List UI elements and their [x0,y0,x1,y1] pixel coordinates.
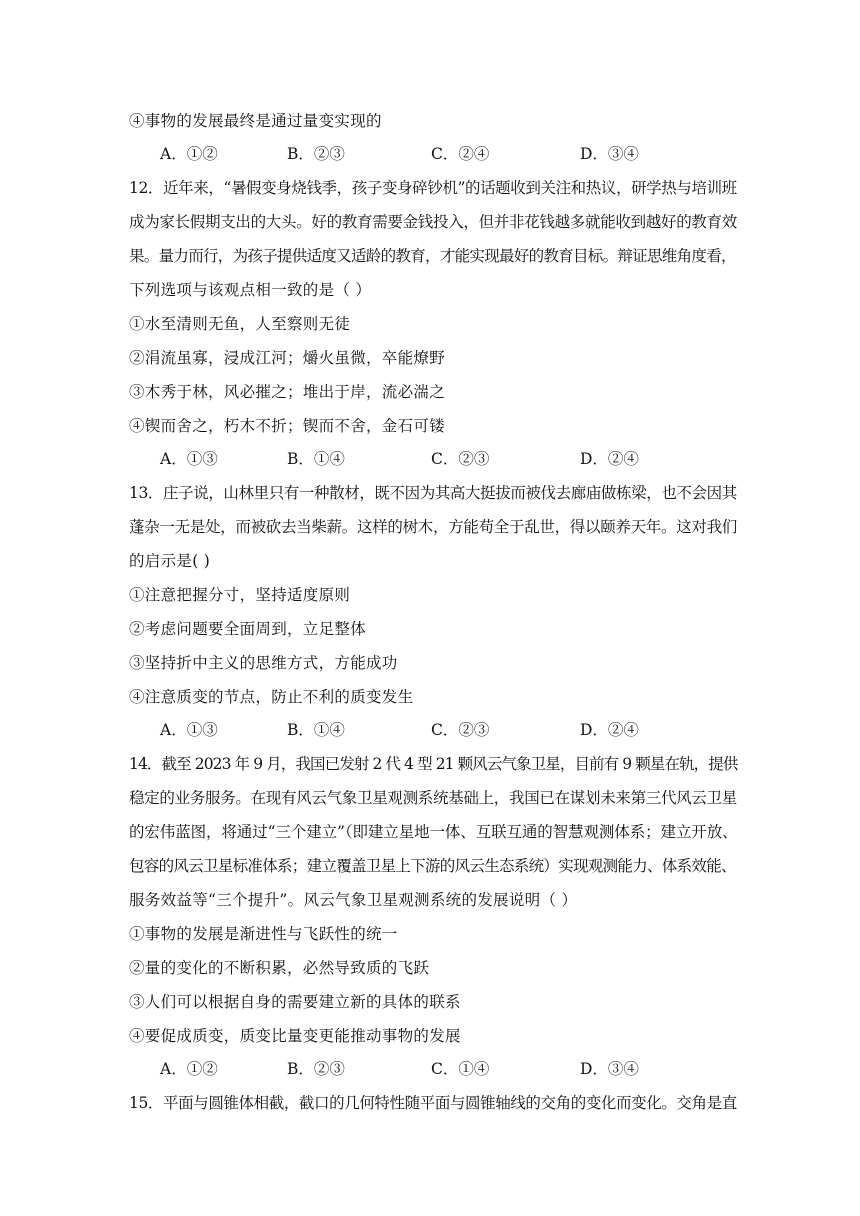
q13-option-a: A．①③ [160,721,218,739]
q12-item-2: ②涓流虽寡，浸成江河；爝火虽微，卒能燎野 [129,349,446,367]
q12-stem-line: 12．近年来，“暑假变身烧钱季，孩子变身碎钞机”的话题收到关注和热议，研学热与培训班 [129,179,737,197]
q14-options [160,1058,760,1080]
q13-option-b: B．①④ [287,721,345,739]
q13-item-4: ④注意质变的节点，防止不利的质变发生 [129,688,414,706]
q12-item-4: ④锲而舍之，朽木不折；锲而不舍，金石可镂 [129,417,446,435]
q12-stem-line: 下列选项与该观点相一致的是（ ） [129,281,372,299]
q12-item-3: ③木秀于林，风必摧之；堆出于岸，流必湍之 [129,383,446,401]
q12-stem-line: 果。量力而行，为孩子提供适度又适龄的教育，才能实现最好的教育目标。辩证思维角度看， [129,247,736,265]
q14-item-4: ④要促成质变，质变比量变更能推动事物的发展 [129,1027,461,1045]
q14-stem-line: 包容的风云卫星标准体系；建立覆盖卫星上下游的风云生态系统）实现观测能力、体系效能、 [129,857,736,875]
q13-stem-line: 的启示是( ) [129,552,211,570]
q14-option-b: B．②③ [287,1060,345,1078]
q11-option-a: A．①② [160,145,218,163]
q14-stem-line: 的宏伟蓝图，将通过“三个建立”（即建立星地一体、互联互通的智慧观测体系；建立开放、 [129,823,738,841]
q14-option-c: C．①④ [431,1060,490,1078]
q14-item-1: ①事物的发展是渐进性与飞跃性的统一 [129,925,398,943]
q12-option-a: A．①③ [160,450,218,468]
q12-item-1: ①水至清则无鱼，人至察则无徒 [129,315,351,333]
q14-option-d: D．③④ [580,1060,639,1078]
q14-option-a: A．①② [160,1060,218,1078]
q13-stem-line: 13．庄子说，山林里只有一种散材，既不因为其高大挺拔而被伐去廊庙做栋梁，也不会因其 [129,484,737,502]
q11-option-b: B．②③ [287,145,345,163]
q14-stem-line: 服务效益等“三个提升”。风云气象卫星观测系统的发展说明（ ） [129,891,578,909]
q11-option-c: C．②④ [431,145,490,163]
q12-stem-line: 成为家长假期支出的大头。好的教育需要金钱投入，但并非花钱越多就能收到越好的教育效 [129,213,738,231]
q14-item-2: ②量的变化的不断积累，必然导致质的飞跃 [129,959,430,977]
q13-options [160,719,760,741]
q14-stem-line: 14．截至 2023 年 9 月，我国已发射 2 代 4 型 21 颗风云气象卫星，目前有 9 颗星在轨，提供 [129,755,738,773]
q14-stem-line: 稳定的业务服务。在现有风云气象卫星观测系统基础上，我国已在谋划未来第三代风云卫星 [129,789,738,807]
q13-option-c: C．②③ [431,721,490,739]
q11-options [160,143,760,165]
q12-options [160,448,760,470]
q13-stem-line: 蓬杂一无是处，而被砍去当柴薪。这样的树木，方能苟全于乱世，得以颐养天年。这对我们 [129,518,738,536]
q12-option-b: B．①④ [287,450,345,468]
q14-item-3: ③人们可以根据自身的需要建立新的具体的联系 [129,993,461,1011]
q12-option-d: D．②④ [580,450,639,468]
q13-option-d: D．②④ [580,721,639,739]
q13-item-3: ③坚持折中主义的思维方式，方能成功 [129,654,398,672]
q12-option-c: C．②③ [431,450,490,468]
q13-item-2: ②考虑问题要全面周到，立足整体 [129,620,367,638]
q13-item-1: ①注意把握分寸，坚持适度原则 [129,586,351,604]
q11-item-4: ④事物的发展最终是通过量变实现的 [129,112,382,130]
q11-option-d: D．③④ [580,145,639,163]
q15-stem-line: 15．平面与圆锥体相截，截口的几何特性随平面与圆锥轴线的交角的变化而变化。交角是直 [129,1094,737,1112]
